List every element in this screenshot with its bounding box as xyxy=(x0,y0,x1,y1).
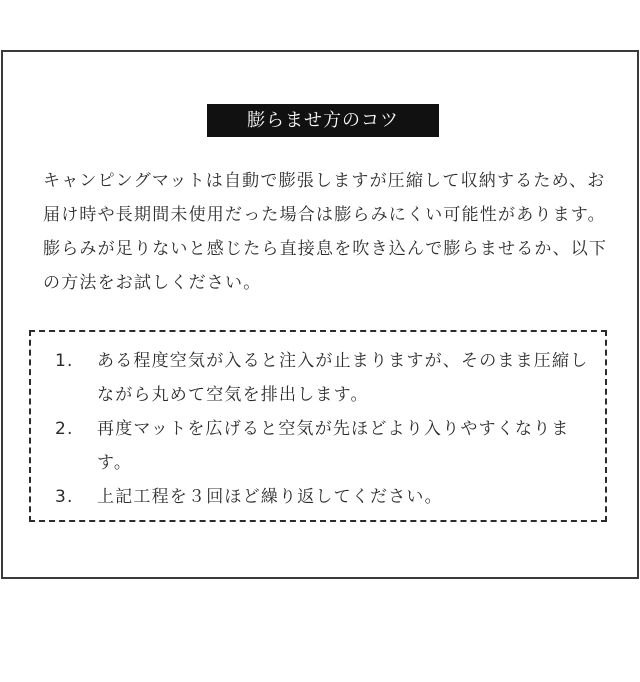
steps-box xyxy=(29,330,607,522)
step-text: 再度マットを広げると空気が先ほどより入りやすくなります。 xyxy=(97,419,570,473)
info-card xyxy=(1,50,639,579)
step-item xyxy=(55,344,595,412)
step-text: ある程度空気が入ると注入が止まりますが、そのまま圧縮しながら丸めて空気を排出します。 xyxy=(97,351,589,405)
steps-list xyxy=(55,344,595,514)
section-title: 膨らませ方のコツ xyxy=(207,104,439,137)
step-number: 2. xyxy=(55,419,74,439)
step-number: 1. xyxy=(55,351,74,371)
step-item xyxy=(55,412,595,480)
step-item xyxy=(55,480,595,514)
intro-paragraph: キャンピングマットは自動で膨張しますが圧縮して収納するため、お届け時や長期間未使用だった場合は膨らみにくい可能性があります。膨らみが足りないと感じたら直接息を吹き込んで膨らませるか、以下の方法をお試しください。 xyxy=(43,171,608,293)
step-number: 3. xyxy=(55,487,74,507)
step-text: 上記工程を３回ほど繰り返してください。 xyxy=(97,487,443,507)
